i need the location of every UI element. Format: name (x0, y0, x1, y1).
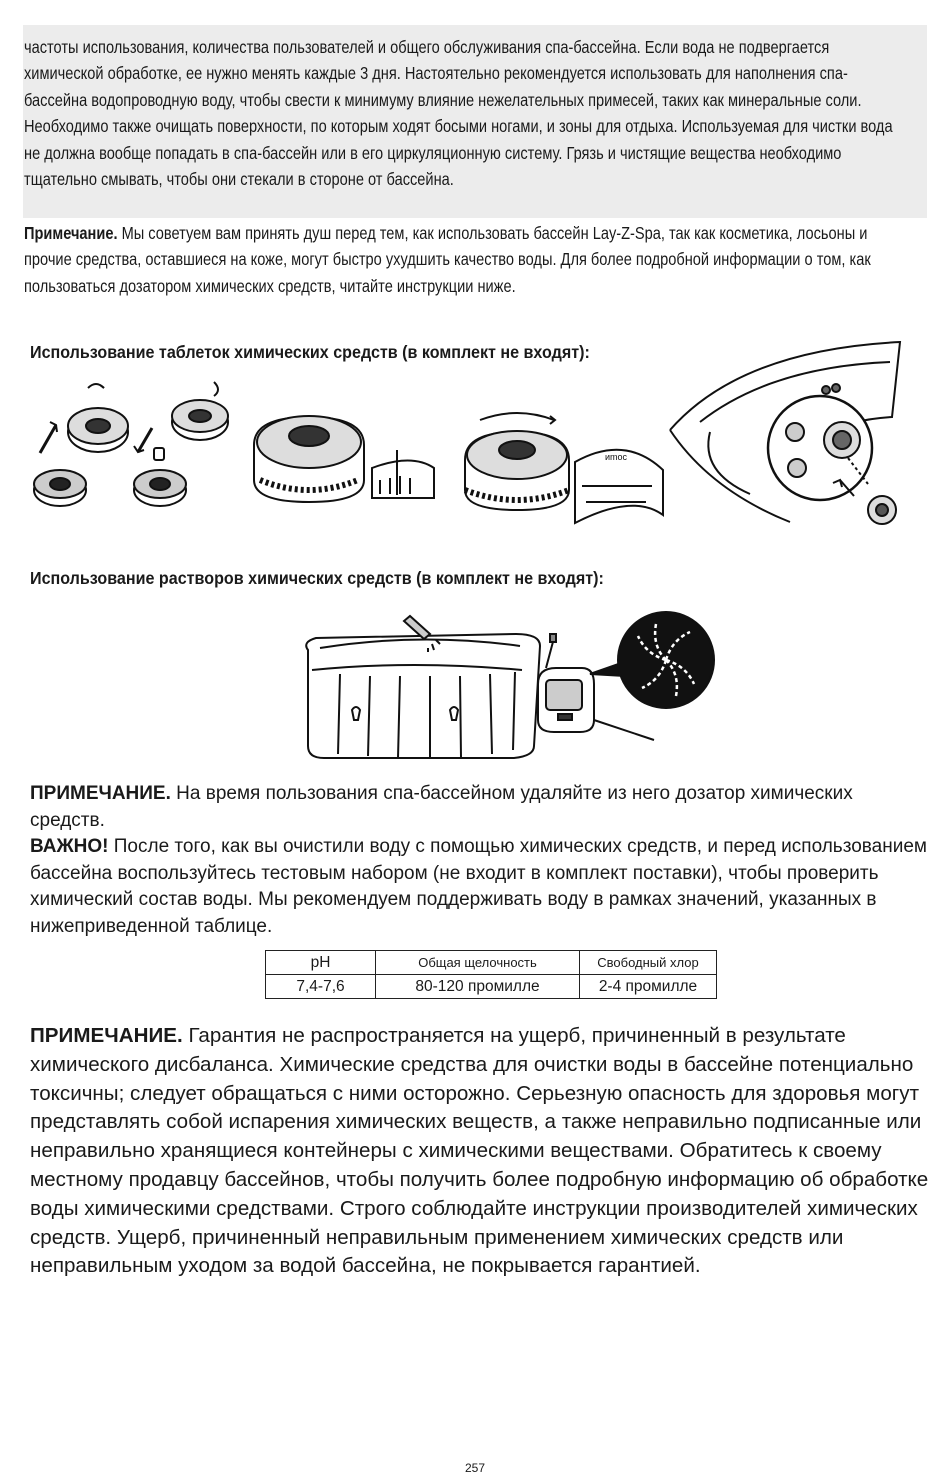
liquid-chemical-spa-illustration (300, 610, 720, 765)
header-ph: pH (266, 951, 376, 975)
heading-tablets: Использование таблеток химических средств (в комплект не входят): (30, 342, 590, 362)
table-value-row (266, 975, 717, 999)
value-alkalinity: 80-120 промилле (376, 975, 580, 999)
note-text: Мы советуем вам принять душ перед тем, как использовать бассейн Lay-Z-Spa, так как косметика, лосьоны и прочие средства, оставшиеся на коже, могут быстро ухудшить качество воды. Для более подробной информации о том, как пользоваться дозатором химических средств, читайте инструкции ниже. (24, 223, 871, 296)
value-ph: 7,4-7,6 (266, 975, 376, 999)
dispenser-adjust-illustration (465, 413, 663, 523)
spa-wall-connection-illustration (670, 342, 900, 524)
water-parameters-table (265, 950, 717, 999)
important-label: ВАЖНО! (30, 836, 109, 857)
warranty-note (30, 1022, 935, 1281)
intro-paragraph: частоты использования, количества пользователей и общего обслуживания спа-бассейна. Если вода не подвергается химической обработке, ее нужно менять каждые 3 дня. Настоятельно рекомендуется использовать для наполнения спа-бассейна водопроводную воду, чтобы свести к минимуму влияние нежелательных примесей, таких как минеральные соли. Необходимо также очищать поверхности, по которым ходят босыми ногами, и зоны для отдыха. Используемая для чистки вода не должна вообще попадать в спа-бассейн или в его циркуляционную систему. Грязь и чистящие вещества необходимо тщательно смывать, чтобы они стекали в стороне от бассейна. (24, 37, 893, 190)
shower-note (24, 220, 904, 299)
note3-label: ПРИМЕЧАНИЕ. (30, 1024, 183, 1047)
page-number: 257 (464, 1461, 486, 1475)
svg-text:ᴎmoᴄ: ᴎmoᴄ (605, 452, 628, 462)
header-chlorine: Свободный хлор (580, 951, 717, 975)
dispenser-open-step-illustration (34, 382, 228, 506)
note2-text: На время пользования спа-бассейном удаляйте из него дозатор химических средств. (30, 783, 853, 831)
value-chlorine: 2-4 промилле (580, 975, 717, 999)
note2-label: ПРИМЕЧАНИЕ. (30, 783, 171, 804)
table-header-row (266, 951, 717, 975)
note-label: Примечание. (24, 223, 118, 243)
important-notes (30, 781, 930, 940)
dispenser-closed-illustration (254, 416, 434, 502)
tablet-dispenser-illustrations (20, 350, 920, 535)
important-text: После того, как вы очистили воду с помощью химических средств, и перед использованием бассейна воспользуйтесь тестовым набором (не входит в комплект поставки), чтобы проверить химический состав воды. Мы рекомендуем поддерживать воду в рамках значений, указанных в нижеприведенной таблице. (30, 836, 927, 937)
note3-text: Гарантия не распространяется на ущерб, причиненный в результате химического дисбаланса. Химические средства для очистки воды в бассейне потенциально токсичны; следует обращаться с ними осторожно. Серьезную опасность для здоровья могут представлять собой испарения химических веществ, а также неправильно подписанные или неправильно хранящиеся контейнеры с химическими веществами. Обратитесь к своему местному продавцу бассейнов, чтобы получить более подробную информацию об обработке воды химическими средствами. Строго соблюдайте инструкции производителей химических средств. Ущерб, причиненный неправильным применением химических средств или неправильным уходом за водой бассейна, не покрывается гарантией. (30, 1024, 929, 1278)
header-alkalinity: Общая щелочность (376, 951, 580, 975)
heading-solutions: Использование растворов химических средств (в комплект не входят): (30, 568, 604, 588)
